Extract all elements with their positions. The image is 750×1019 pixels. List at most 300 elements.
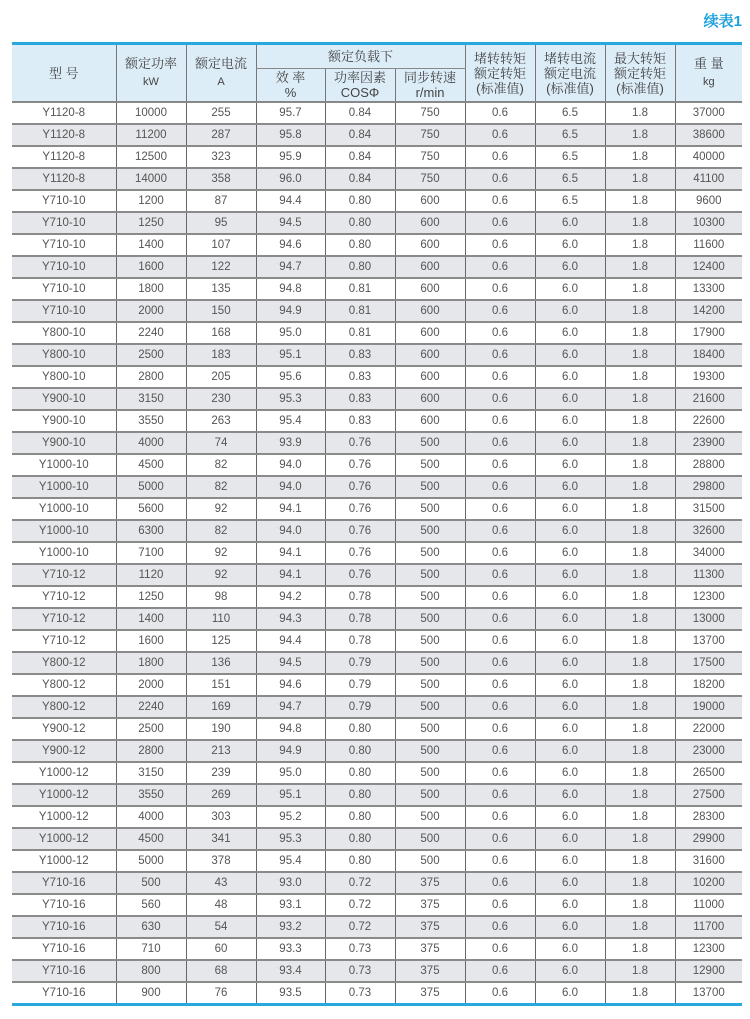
- cell-sync-speed: 500: [395, 454, 465, 476]
- cell-power: 3550: [116, 410, 186, 432]
- cell-sync-speed: 750: [395, 146, 465, 168]
- table-row: [12, 124, 742, 146]
- cell-power: 7100: [116, 542, 186, 564]
- cell-current: 125: [186, 630, 256, 652]
- cell-sync-speed: 375: [395, 872, 465, 894]
- cell-locked-current: 6.0: [535, 498, 605, 520]
- cell-weight: 28800: [675, 454, 742, 476]
- cell-power-factor: 0.79: [325, 696, 395, 718]
- cell-model: Y710-16: [42, 987, 86, 999]
- cell-efficiency: 93.1: [256, 894, 325, 916]
- cell-locked-current: 6.5: [535, 124, 605, 146]
- cell-locked-current: 6.0: [535, 410, 605, 432]
- cell-locked-torque: 0.6: [465, 850, 535, 872]
- cell-power-factor: 0.81: [325, 300, 395, 322]
- cell-current: 378: [186, 850, 256, 872]
- cell-current: 54: [186, 916, 256, 938]
- cell-weight: 29900: [675, 828, 742, 850]
- cell-sync-speed: 500: [395, 542, 465, 564]
- cell-max-torque: 1.8: [605, 432, 675, 454]
- cell-power: 12500: [116, 146, 186, 168]
- cell-model: Y710-12: [12, 630, 116, 652]
- cell-power-factor: 0.76: [325, 432, 395, 454]
- cell-locked-torque: 0.6: [465, 256, 535, 278]
- cell-power: 800: [116, 960, 186, 982]
- cell-power-factor: 0.84: [325, 168, 395, 190]
- cell-power-factor: 0.76: [325, 476, 395, 498]
- table-row: [12, 916, 742, 938]
- cell-current: 303: [186, 806, 256, 828]
- cell-max-torque: 1.8: [605, 784, 675, 806]
- cell-max-torque: 1.8: [605, 322, 675, 344]
- cell-sync-speed: 500: [395, 784, 465, 806]
- cell-efficiency: 93.0: [256, 872, 325, 894]
- cell-weight: 19300: [675, 366, 742, 388]
- cell-model: Y1120-8: [12, 168, 116, 190]
- cell-locked-torque: 0.6: [465, 520, 535, 542]
- cell-efficiency: 94.6: [256, 234, 325, 256]
- cell-weight: 31600: [675, 850, 742, 872]
- cell-efficiency: 94.1: [256, 542, 325, 564]
- cell-power: 4500: [116, 454, 186, 476]
- table-row: [12, 168, 742, 190]
- cell-model: Y1000-10: [12, 498, 116, 520]
- header-power-factor: 功率因素 COSΦ: [325, 69, 395, 103]
- cell-model: Y900-10: [12, 410, 116, 432]
- cell-power: 1600: [116, 256, 186, 278]
- cell-power: 500: [116, 872, 186, 894]
- cell-power-factor: 0.80: [325, 256, 395, 278]
- cell-weight: 17500: [675, 652, 742, 674]
- cell-current: 287: [186, 124, 256, 146]
- cell-efficiency: 93.5: [256, 982, 325, 1005]
- table-row: [12, 828, 742, 850]
- table-row: [12, 652, 742, 674]
- cell-locked-current: 6.0: [535, 652, 605, 674]
- table-row: [12, 564, 742, 586]
- cell-locked-torque: 0.6: [465, 322, 535, 344]
- cell-current: 263: [186, 410, 256, 432]
- cell-weight: 23900: [675, 432, 742, 454]
- cell-max-torque: 1.8: [605, 608, 675, 630]
- cell-power: 2000: [116, 300, 186, 322]
- cell-power: 3150: [116, 762, 186, 784]
- cell-model: Y1000-12: [12, 828, 116, 850]
- cell-efficiency: 94.5: [256, 212, 325, 234]
- cell-power-factor: 0.72: [325, 872, 395, 894]
- cell-locked-torque: 0.6: [465, 498, 535, 520]
- cell-power: 4000: [116, 806, 186, 828]
- cell-max-torque: 1.8: [605, 498, 675, 520]
- cell-power-factor: 0.79: [325, 652, 395, 674]
- cell-model: Y710-16: [12, 960, 116, 982]
- cell-locked-torque: 0.6: [465, 916, 535, 938]
- cell-current: 92: [186, 498, 256, 520]
- cell-efficiency: 94.0: [256, 520, 325, 542]
- cell-efficiency: 94.0: [256, 454, 325, 476]
- cell-current: 82: [186, 476, 256, 498]
- cell-max-torque: 1.8: [605, 674, 675, 696]
- cell-weight: 12300: [675, 938, 742, 960]
- table-row: [12, 476, 742, 498]
- cell-weight: 28300: [675, 806, 742, 828]
- cell-max-torque: 1.8: [605, 146, 675, 168]
- cell-sync-speed: 600: [395, 410, 465, 432]
- cell-power: 1200: [116, 190, 186, 212]
- cell-locked-current: 6.5: [535, 102, 605, 124]
- cell-current: 168: [186, 322, 256, 344]
- cell-max-torque: 1.8: [605, 850, 675, 872]
- cell-locked-torque: 0.6: [465, 564, 535, 586]
- cell-locked-torque: 0.6: [465, 828, 535, 850]
- header-max-torque: 最大转矩 额定转矩 (标准值): [605, 44, 675, 103]
- table-row: [12, 740, 742, 762]
- cell-model: Y800-12: [12, 652, 116, 674]
- cell-model: Y900-10: [12, 388, 116, 410]
- cell-current: 150: [186, 300, 256, 322]
- cell-power: 560: [116, 894, 186, 916]
- header-power: 额定功率 kW: [116, 44, 186, 103]
- cell-locked-torque: 0.6: [465, 366, 535, 388]
- cell-power-factor: 0.73: [325, 960, 395, 982]
- cell-locked-torque: 0.6: [465, 674, 535, 696]
- cell-locked-current: 6.0: [535, 586, 605, 608]
- cell-power-factor: 0.80: [325, 784, 395, 806]
- cell-locked-torque: 0.6: [465, 630, 535, 652]
- cell-efficiency: 94.4: [256, 190, 325, 212]
- cell-locked-current: 6.0: [535, 718, 605, 740]
- cell-power-factor: 0.78: [325, 608, 395, 630]
- cell-max-torque: 1.8: [605, 872, 675, 894]
- cell-current: 190: [186, 718, 256, 740]
- table-row: [12, 498, 742, 520]
- cell-locked-torque: 0.6: [465, 300, 535, 322]
- cell-efficiency: 95.1: [256, 784, 325, 806]
- cell-power: 10000: [116, 102, 186, 124]
- cell-model: Y800-10: [12, 344, 116, 366]
- cell-max-torque: 1.8: [605, 916, 675, 938]
- cell-efficiency: 94.9: [256, 740, 325, 762]
- cell-sync-speed: 500: [395, 630, 465, 652]
- cell-efficiency: 94.0: [256, 476, 325, 498]
- cell-max-torque: 1.8: [605, 102, 675, 124]
- cell-weight: 26500: [675, 762, 742, 784]
- table-row: [12, 234, 742, 256]
- cell-sync-speed: 375: [395, 894, 465, 916]
- cell-weight: 37000: [675, 102, 742, 124]
- cell-sync-speed: 500: [395, 828, 465, 850]
- cell-weight: 29800: [675, 476, 742, 498]
- cell-locked-torque: 0.6: [465, 102, 535, 124]
- cell-weight: 12300: [675, 586, 742, 608]
- cell-power-factor: 0.83: [325, 344, 395, 366]
- cell-efficiency: 94.8: [256, 718, 325, 740]
- cell-model: Y710-12: [12, 586, 116, 608]
- cell-max-torque: 1.8: [605, 366, 675, 388]
- cell-sync-speed: 600: [395, 344, 465, 366]
- cell-power-factor: 0.80: [325, 806, 395, 828]
- table-row: [12, 894, 742, 916]
- cell-power-factor: 0.76: [325, 498, 395, 520]
- cell-sync-speed: 600: [395, 278, 465, 300]
- table-row: [12, 366, 742, 388]
- cell-sync-speed: 375: [395, 960, 465, 982]
- cell-max-torque: 1.8: [605, 212, 675, 234]
- cell-max-torque: 1.8: [605, 696, 675, 718]
- cell-weight: 21600: [675, 388, 742, 410]
- table-row: [12, 586, 742, 608]
- cell-model: Y900-12: [12, 740, 116, 762]
- cell-weight: 18400: [675, 344, 742, 366]
- cell-locked-current: 6.0: [535, 300, 605, 322]
- table-row: [12, 850, 742, 872]
- cell-sync-speed: 500: [395, 696, 465, 718]
- table-row: [12, 630, 742, 652]
- cell-sync-speed: 600: [395, 190, 465, 212]
- cell-weight: 22600: [675, 410, 742, 432]
- cell-weight: 27500: [675, 784, 742, 806]
- cell-power: 1800: [116, 652, 186, 674]
- cell-locked-current: 6.0: [535, 894, 605, 916]
- cell-locked-current: 6.5: [535, 146, 605, 168]
- cell-efficiency: 94.2: [256, 586, 325, 608]
- cell-model: Y1000-10: [12, 520, 116, 542]
- cell-sync-speed: 750: [395, 168, 465, 190]
- cell-locked-current: 6.0: [535, 806, 605, 828]
- cell-locked-torque: 0.6: [465, 410, 535, 432]
- cell-model: Y1000-10: [12, 542, 116, 564]
- cell-power: 1600: [116, 630, 186, 652]
- cell-locked-current: 6.0: [535, 564, 605, 586]
- cell-max-torque: 1.8: [605, 828, 675, 850]
- cell-sync-speed: 500: [395, 498, 465, 520]
- cell-locked-torque: 0.6: [465, 542, 535, 564]
- cell-sync-speed: 375: [395, 938, 465, 960]
- cell-sync-speed: 500: [395, 740, 465, 762]
- cell-model: Y710-10: [12, 300, 116, 322]
- cell-power: 2800: [116, 366, 186, 388]
- cell-current: 48: [186, 894, 256, 916]
- cell-locked-current: 6.0: [535, 366, 605, 388]
- cell-current: 255: [186, 102, 256, 124]
- cell-locked-current: 6.0: [535, 938, 605, 960]
- cell-efficiency: 94.1: [256, 564, 325, 586]
- cell-power-factor: 0.76: [325, 520, 395, 542]
- cell-power-factor: 0.84: [325, 102, 395, 124]
- cell-locked-current: 6.0: [535, 608, 605, 630]
- cell-sync-speed: 600: [395, 256, 465, 278]
- cell-model: Y1000-12: [12, 762, 116, 784]
- cell-max-torque: 1.8: [605, 124, 675, 146]
- cell-efficiency: 94.3: [256, 608, 325, 630]
- table-row: [12, 718, 742, 740]
- cell-weight: 11000: [675, 894, 742, 916]
- motor-spec-table: [12, 42, 742, 1006]
- cell-locked-current: 6.0: [535, 762, 605, 784]
- cell-weight: 32600: [675, 520, 742, 542]
- cell-sync-speed: 500: [395, 652, 465, 674]
- cell-power: 2500: [116, 718, 186, 740]
- cell-max-torque: 1.8: [605, 938, 675, 960]
- cell-current: 74: [186, 432, 256, 454]
- cell-locked-current: 6.0: [535, 784, 605, 806]
- table-row: [12, 190, 742, 212]
- cell-max-torque: 1.8: [605, 586, 675, 608]
- table-row: [12, 762, 742, 784]
- cell-model: Y710-16: [12, 916, 116, 938]
- cell-power: 4500: [116, 828, 186, 850]
- cell-sync-speed: 500: [395, 432, 465, 454]
- cell-sync-speed: 600: [395, 322, 465, 344]
- cell-current: 107: [186, 234, 256, 256]
- header-rated-load: 额定负载下: [256, 44, 465, 69]
- cell-power: 11200: [116, 124, 186, 146]
- cell-locked-torque: 0.6: [465, 872, 535, 894]
- cell-locked-current: 6.0: [535, 982, 605, 1005]
- table-caption: 续表1: [703, 13, 742, 30]
- cell-locked-current: 6.0: [535, 674, 605, 696]
- cell-model: Y900-10: [12, 432, 116, 454]
- cell-model: Y800-12: [12, 696, 116, 718]
- cell-sync-speed: 600: [395, 234, 465, 256]
- cell-power: 630: [116, 916, 186, 938]
- table-row: [12, 520, 742, 542]
- cell-locked-torque: 0.6: [465, 124, 535, 146]
- cell-power: 5000: [116, 850, 186, 872]
- cell-sync-speed: 500: [395, 476, 465, 498]
- cell-efficiency: 95.8: [256, 124, 325, 146]
- cell-power-factor: 0.84: [325, 124, 395, 146]
- cell-efficiency: 93.3: [256, 938, 325, 960]
- table-row: [12, 784, 742, 806]
- cell-power-factor: 0.78: [325, 586, 395, 608]
- table-body: [12, 102, 742, 1005]
- cell-current: 76: [186, 982, 256, 1005]
- cell-weight: 12900: [675, 960, 742, 982]
- cell-max-torque: 1.8: [605, 520, 675, 542]
- cell-current: 98: [186, 586, 256, 608]
- cell-power: 2800: [116, 740, 186, 762]
- cell-sync-speed: 500: [395, 674, 465, 696]
- cell-model: Y900-12: [12, 718, 116, 740]
- cell-locked-current: 6.0: [535, 256, 605, 278]
- cell-efficiency: 94.9: [256, 300, 325, 322]
- cell-power-factor: 0.80: [325, 850, 395, 872]
- cell-sync-speed: 500: [395, 608, 465, 630]
- cell-max-torque: 1.8: [605, 894, 675, 916]
- cell-locked-torque: 0.6: [465, 168, 535, 190]
- cell-model: Y710-12: [12, 564, 116, 586]
- cell-weight: 14200: [675, 300, 742, 322]
- cell-sync-speed: 600: [395, 300, 465, 322]
- cell-power-factor: 0.80: [325, 212, 395, 234]
- cell-max-torque: 1.8: [605, 564, 675, 586]
- cell-weight: 11600: [675, 234, 742, 256]
- table-row: [12, 542, 742, 564]
- cell-power: 4000: [116, 432, 186, 454]
- table-row: [12, 300, 742, 322]
- cell-sync-speed: 500: [395, 806, 465, 828]
- cell-max-torque: 1.8: [605, 476, 675, 498]
- cell-locked-current: 6.5: [535, 190, 605, 212]
- cell-max-torque: 1.8: [605, 190, 675, 212]
- cell-model: Y710-10: [12, 212, 116, 234]
- table-row: [12, 212, 742, 234]
- cell-efficiency: 95.4: [256, 410, 325, 432]
- cell-model: Y800-12: [12, 674, 116, 696]
- cell-power: 5000: [116, 476, 186, 498]
- cell-model: Y1000-12: [12, 806, 116, 828]
- cell-locked-current: 6.0: [535, 696, 605, 718]
- cell-efficiency: 95.3: [256, 828, 325, 850]
- header-locked-current: 堵转电流 额定电流 (标准值): [535, 44, 605, 103]
- table-row: [12, 608, 742, 630]
- cell-efficiency: 95.0: [256, 762, 325, 784]
- cell-weight: 13700: [675, 630, 742, 652]
- cell-current: 136: [186, 652, 256, 674]
- cell-power-factor: 0.80: [325, 718, 395, 740]
- cell-model: Y710-10: [12, 278, 116, 300]
- cell-weight: 13300: [675, 278, 742, 300]
- cell-locked-torque: 0.6: [465, 784, 535, 806]
- cell-current: 82: [186, 454, 256, 476]
- cell-power: 3150: [116, 388, 186, 410]
- cell-model: Y800-10: [12, 366, 116, 388]
- cell-sync-speed: 750: [395, 102, 465, 124]
- table-row: [12, 344, 742, 366]
- cell-sync-speed: 600: [395, 366, 465, 388]
- cell-locked-torque: 0.6: [465, 432, 535, 454]
- cell-model: Y710-16: [12, 938, 116, 960]
- cell-locked-torque: 0.6: [465, 388, 535, 410]
- cell-current: 92: [186, 564, 256, 586]
- cell-efficiency: 95.6: [256, 366, 325, 388]
- cell-locked-torque: 0.6: [465, 608, 535, 630]
- cell-efficiency: 94.6: [256, 674, 325, 696]
- cell-weight: 11700: [675, 916, 742, 938]
- cell-locked-current: 6.0: [535, 872, 605, 894]
- cell-power: 1800: [116, 278, 186, 300]
- cell-model: Y710-10: [12, 234, 116, 256]
- cell-weight: 11300: [675, 564, 742, 586]
- header-model: 型 号: [12, 44, 116, 103]
- cell-power: 2000: [116, 674, 186, 696]
- cell-locked-torque: 0.6: [465, 696, 535, 718]
- cell-locked-current: 6.0: [535, 520, 605, 542]
- cell-power: 6300: [116, 520, 186, 542]
- cell-model: Y1120-8: [12, 146, 116, 168]
- cell-model: Y710-16: [12, 894, 116, 916]
- cell-max-torque: 1.8: [605, 718, 675, 740]
- cell-weight: 40000: [675, 146, 742, 168]
- cell-weight: 12400: [675, 256, 742, 278]
- cell-power: 5600: [116, 498, 186, 520]
- cell-power: 2500: [116, 344, 186, 366]
- cell-sync-speed: 600: [395, 388, 465, 410]
- cell-power: 1120: [116, 564, 186, 586]
- cell-efficiency: 94.7: [256, 696, 325, 718]
- cell-current: 122: [186, 256, 256, 278]
- cell-model: Y1000-12: [12, 784, 116, 806]
- cell-model: Y1000-10: [12, 454, 116, 476]
- table-row: [12, 960, 742, 982]
- cell-power: 710: [116, 938, 186, 960]
- cell-locked-torque: 0.6: [465, 146, 535, 168]
- cell-max-torque: 1.8: [605, 652, 675, 674]
- cell-power-factor: 0.81: [325, 278, 395, 300]
- cell-power: 14000: [116, 168, 186, 190]
- cell-sync-speed: 500: [395, 762, 465, 784]
